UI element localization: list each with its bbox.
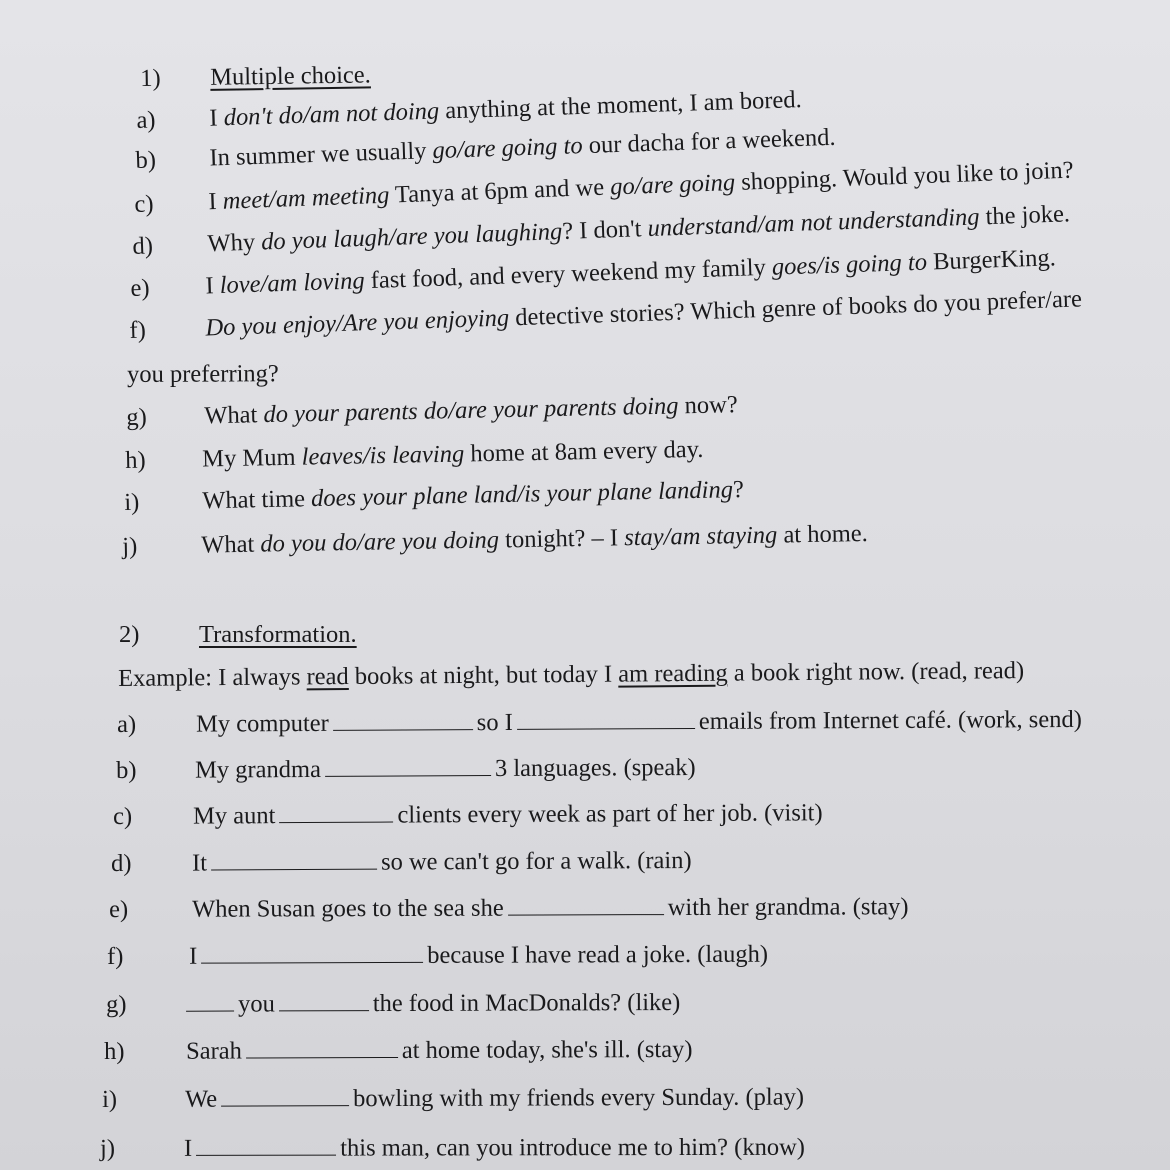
text-run: I <box>184 1134 193 1162</box>
example-text <box>118 656 1024 694</box>
choice-option: understand/am not understanding <box>647 203 980 242</box>
item-label: d) <box>132 232 154 260</box>
item-text <box>192 846 692 879</box>
text-run: this man, can you introduce me to him? (know) <box>340 1133 805 1162</box>
item-label: b) <box>135 146 157 174</box>
text-run: I <box>204 272 221 300</box>
text-run: emails from Internet café. (work, send) <box>698 705 1082 735</box>
section2-title: Transformation. <box>199 621 357 648</box>
choice-option: do you laugh/are you laughing <box>260 217 563 256</box>
choice-option: stay/am staying <box>623 521 778 552</box>
text-run: It <box>192 849 208 877</box>
item-label: e) <box>109 895 129 923</box>
text-run: My grandma <box>195 755 322 784</box>
item-text <box>202 475 744 516</box>
text-run: 3 languages. (speak) <box>494 753 696 783</box>
text-run: detective stories? Which genre of books do you prefer/are <box>508 285 1083 332</box>
example-verb: am reading <box>618 659 728 688</box>
text-run: fast food, and every weekend my family <box>364 253 773 295</box>
item-label: j) <box>100 1134 116 1162</box>
choice-option: meet/am meeting <box>222 181 390 215</box>
text-run: We <box>185 1085 218 1113</box>
item-label: h) <box>104 1037 125 1065</box>
section1-title: Multiple choice. <box>210 61 371 91</box>
item-label: i) <box>124 488 140 516</box>
text-run: I <box>208 104 225 132</box>
text-run: at home today, she's ill. (stay) <box>401 1035 693 1064</box>
text-run: our dacha for a weekend. <box>582 123 836 160</box>
answer-blank[interactable] <box>279 802 393 824</box>
choice-option: do your parents do/are your parents doing <box>263 392 679 429</box>
text-run: at home. <box>777 519 869 549</box>
item-label: b) <box>116 756 137 784</box>
text-run: ? <box>732 476 745 504</box>
choice-option: goes/is going to <box>771 248 928 281</box>
text-run: Tanya at 6pm and we <box>388 173 611 209</box>
text-run: Example: I always <box>118 663 307 692</box>
item-text <box>204 390 738 431</box>
text-run: When Susan goes to the sea she <box>192 894 504 923</box>
text-run: so we can't go for a walk. (rain) <box>380 846 692 876</box>
text-run: My aunt <box>193 802 276 830</box>
text-run: What <box>204 401 264 430</box>
text-run: a book right now. (read, read) <box>727 657 1025 687</box>
text-run: shopping. Would you like to join? <box>734 156 1074 196</box>
text-run: I <box>189 942 198 970</box>
item-label: d) <box>111 849 132 877</box>
item-text <box>202 435 704 475</box>
item-label: g) <box>106 990 127 1018</box>
answer-blank[interactable] <box>221 1085 349 1106</box>
text-run: with her grandma. (stay) <box>667 893 909 922</box>
choice-option: don't do/am not doing <box>223 97 440 132</box>
choice-option: do you do/are you doing <box>260 526 500 558</box>
item-label: c) <box>113 802 133 830</box>
text-run: books at night, but today I <box>348 660 619 690</box>
item-label: j) <box>122 532 138 560</box>
item-text <box>201 519 868 561</box>
answer-blank[interactable] <box>246 1037 398 1059</box>
text-run: My Mum <box>202 443 302 473</box>
item-text <box>185 1083 804 1115</box>
answer-blank[interactable] <box>333 709 473 731</box>
item-label: f) <box>129 316 147 344</box>
text-run: Why <box>206 228 262 258</box>
answer-blank[interactable] <box>508 894 664 916</box>
example-verb: read <box>306 662 349 691</box>
text-run: clients every week as part of her job. (visit) <box>397 799 823 829</box>
item-text <box>192 892 909 925</box>
text-run: Sarah <box>186 1037 242 1065</box>
choice-option: go/are going to <box>432 132 584 165</box>
item-text <box>195 753 696 786</box>
text-run: you <box>238 990 275 1018</box>
text-run: ? I don't <box>561 215 649 245</box>
item-text: you preferring? <box>127 360 279 388</box>
text-run: I <box>207 187 224 216</box>
answer-blank[interactable] <box>279 990 369 1011</box>
text-run: My computer <box>196 709 329 738</box>
item-text <box>186 988 680 1020</box>
text-run: anything at the moment, I am bored. <box>438 86 803 125</box>
text-run: home at 8am every day. <box>463 435 704 468</box>
text-run: What <box>201 530 261 559</box>
text-run: BurgerKing. <box>926 244 1057 276</box>
choice-option: does your plane land/is your plane landing <box>310 476 734 513</box>
text-run: What time <box>202 485 312 515</box>
answer-blank[interactable] <box>517 708 695 730</box>
item-label: c) <box>134 190 155 218</box>
choice-option: love/am loving <box>219 267 366 300</box>
text-run: bowling with my friends every Sunday. (play) <box>353 1083 805 1113</box>
text-run: so I <box>476 708 513 737</box>
answer-blank[interactable] <box>211 849 377 871</box>
text-run: In summer we usually <box>208 137 433 172</box>
text-run: the food in MacDonalds? (like) <box>372 988 681 1018</box>
answer-blank[interactable] <box>196 1135 336 1156</box>
section2-number: 2) <box>119 621 140 648</box>
choice-option: leaves/is leaving <box>301 440 465 471</box>
item-text <box>186 1035 693 1067</box>
item-label: f) <box>107 942 124 970</box>
item-label: e) <box>130 274 150 302</box>
text-run: tonight? – I <box>498 524 625 554</box>
item-text <box>184 1133 805 1164</box>
item-text <box>189 940 768 972</box>
text-run: now? <box>678 391 738 420</box>
choice-option: go/are going <box>609 168 736 201</box>
answer-blank[interactable] <box>325 755 491 777</box>
item-label: g) <box>126 403 148 431</box>
section1-number: 1) <box>140 64 161 92</box>
item-label: a) <box>117 710 137 738</box>
item-text <box>193 798 823 831</box>
item-label: h) <box>125 446 146 474</box>
text-run: because I have read a joke. (laugh) <box>427 940 769 969</box>
answer-blank[interactable] <box>201 942 423 964</box>
choice-option: Do you enjoy/Are you enjoying <box>204 304 510 342</box>
item-label: a) <box>136 106 156 134</box>
item-text <box>196 705 1082 740</box>
answer-blank[interactable] <box>186 991 234 1012</box>
text-run: the joke. <box>979 200 1071 231</box>
item-label: i) <box>102 1085 118 1113</box>
